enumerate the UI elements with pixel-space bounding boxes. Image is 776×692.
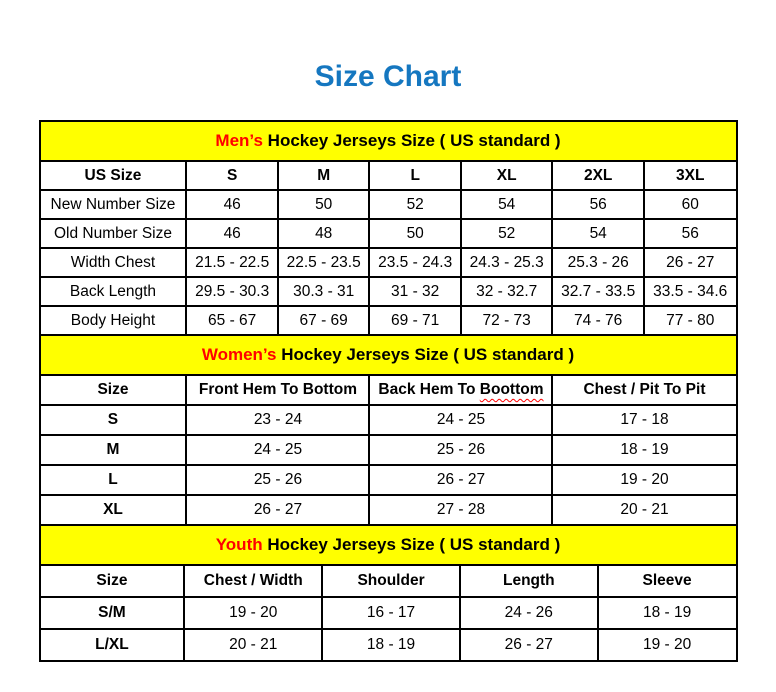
mens-row-label: Body Height xyxy=(41,306,187,334)
youth-value-cell: 18 - 19 xyxy=(598,597,736,629)
youth-value-cell: 18 - 19 xyxy=(322,629,460,660)
womens-value-cell: 23 - 24 xyxy=(186,405,369,435)
womens-banner-highlight: Women’s xyxy=(201,345,277,364)
mens-value-cell: 33.5 - 34.6 xyxy=(644,277,736,306)
mens-column-header: S xyxy=(186,162,278,190)
youth-row-label: L/XL xyxy=(41,629,185,660)
mens-size-table xyxy=(41,162,736,334)
mens-value-cell: 54 xyxy=(461,190,553,219)
womens-row-label: XL xyxy=(41,495,187,524)
mens-row xyxy=(41,306,736,334)
mens-value-cell: 67 - 69 xyxy=(278,306,370,334)
youth-header-row xyxy=(41,566,736,597)
womens-row xyxy=(41,435,736,465)
mens-row xyxy=(41,219,736,248)
youth-value-cell: 24 - 26 xyxy=(460,597,598,629)
mens-value-cell: 46 xyxy=(186,219,278,248)
mens-row xyxy=(41,190,736,219)
womens-row xyxy=(41,465,736,495)
mens-value-cell: 77 - 80 xyxy=(644,306,736,334)
youth-value-cell: 19 - 20 xyxy=(598,629,736,660)
mens-value-cell: 56 xyxy=(552,190,644,219)
womens-column-header: Front Hem To Bottom xyxy=(186,376,369,405)
womens-value-cell: 26 - 27 xyxy=(186,495,369,524)
womens-row-label: M xyxy=(41,435,187,465)
youth-banner-highlight: Youth xyxy=(215,535,263,554)
womens-section xyxy=(41,334,736,524)
youth-value-cell: 19 - 20 xyxy=(184,597,322,629)
mens-value-cell: 46 xyxy=(186,190,278,219)
womens-value-cell: 18 - 19 xyxy=(552,435,735,465)
womens-value-cell: 26 - 27 xyxy=(369,465,552,495)
mens-value-cell: 50 xyxy=(278,190,370,219)
mens-value-cell: 60 xyxy=(644,190,736,219)
mens-value-cell: 56 xyxy=(644,219,736,248)
womens-row-label: S xyxy=(41,405,187,435)
womens-column-header: Chest / Pit To Pit xyxy=(552,376,735,405)
mens-value-cell: 72 - 73 xyxy=(461,306,553,334)
womens-value-cell: 27 - 28 xyxy=(369,495,552,524)
mens-column-header: M xyxy=(278,162,370,190)
youth-value-cell: 26 - 27 xyxy=(460,629,598,660)
mens-column-header: 3XL xyxy=(644,162,736,190)
mens-table-banner xyxy=(41,122,736,162)
womens-size-table xyxy=(41,376,736,524)
mens-column-header: 2XL xyxy=(552,162,644,190)
mens-column-header: US Size xyxy=(41,162,187,190)
mens-row xyxy=(41,248,736,277)
womens-banner-rest: Hockey Jerseys Size ( US standard ) xyxy=(276,345,575,364)
mens-row xyxy=(41,277,736,306)
mens-row-label: New Number Size xyxy=(41,190,187,219)
mens-value-cell: 23.5 - 24.3 xyxy=(369,248,461,277)
mens-value-cell: 32 - 32.7 xyxy=(461,277,553,306)
mens-row-label: Back Length xyxy=(41,277,187,306)
womens-column-header: Back Hem To Boottom xyxy=(369,376,552,405)
womens-value-cell: 25 - 26 xyxy=(186,465,369,495)
womens-value-cell: 24 - 25 xyxy=(186,435,369,465)
womens-header-row xyxy=(41,376,736,405)
womens-value-cell: 24 - 25 xyxy=(369,405,552,435)
page-title: Size Chart xyxy=(314,60,462,93)
mens-value-cell: 26 - 27 xyxy=(644,248,736,277)
mens-value-cell: 32.7 - 33.5 xyxy=(552,277,644,306)
youth-size-table xyxy=(41,566,736,660)
youth-column-header: Size xyxy=(41,566,185,597)
misspelled-word: Boottom xyxy=(479,381,544,398)
womens-table-banner xyxy=(41,334,736,376)
womens-row xyxy=(41,405,736,435)
youth-banner-rest: Hockey Jerseys Size ( US standard ) xyxy=(262,535,561,554)
youth-column-header: Shoulder xyxy=(322,566,460,597)
womens-column-header: Size xyxy=(41,376,187,405)
youth-column-header: Sleeve xyxy=(598,566,736,597)
youth-table-banner xyxy=(41,524,736,566)
youth-row-label: S/M xyxy=(41,597,185,629)
youth-section xyxy=(41,524,736,660)
mens-section xyxy=(41,122,736,334)
womens-value-cell: 19 - 20 xyxy=(552,465,735,495)
mens-column-header: XL xyxy=(461,162,553,190)
mens-value-cell: 31 - 32 xyxy=(369,277,461,306)
youth-column-header: Length xyxy=(460,566,598,597)
womens-row xyxy=(41,495,736,524)
youth-value-cell: 16 - 17 xyxy=(322,597,460,629)
mens-column-header: L xyxy=(369,162,461,190)
mens-banner-highlight: Men’s xyxy=(215,131,263,150)
mens-value-cell: 29.5 - 30.3 xyxy=(186,277,278,306)
mens-header-row xyxy=(41,162,736,190)
size-chart-tables xyxy=(39,120,738,662)
mens-value-cell: 25.3 - 26 xyxy=(552,248,644,277)
mens-value-cell: 24.3 - 25.3 xyxy=(461,248,553,277)
youth-row xyxy=(41,597,736,629)
mens-value-cell: 69 - 71 xyxy=(369,306,461,334)
mens-value-cell: 30.3 - 31 xyxy=(278,277,370,306)
womens-value-cell: 17 - 18 xyxy=(552,405,735,435)
mens-value-cell: 65 - 67 xyxy=(186,306,278,334)
mens-value-cell: 22.5 - 23.5 xyxy=(278,248,370,277)
womens-row-label: L xyxy=(41,465,187,495)
womens-value-cell: 20 - 21 xyxy=(552,495,735,524)
mens-value-cell: 48 xyxy=(278,219,370,248)
womens-value-cell: 25 - 26 xyxy=(369,435,552,465)
mens-value-cell: 50 xyxy=(369,219,461,248)
mens-value-cell: 52 xyxy=(461,219,553,248)
youth-value-cell: 20 - 21 xyxy=(184,629,322,660)
youth-column-header: Chest / Width xyxy=(184,566,322,597)
mens-value-cell: 52 xyxy=(369,190,461,219)
mens-value-cell: 54 xyxy=(552,219,644,248)
mens-value-cell: 21.5 - 22.5 xyxy=(186,248,278,277)
youth-row xyxy=(41,629,736,660)
mens-value-cell: 74 - 76 xyxy=(552,306,644,334)
mens-banner-rest: Hockey Jerseys Size ( US standard ) xyxy=(262,131,561,150)
mens-row-label: Width Chest xyxy=(41,248,187,277)
mens-row-label: Old Number Size xyxy=(41,219,187,248)
